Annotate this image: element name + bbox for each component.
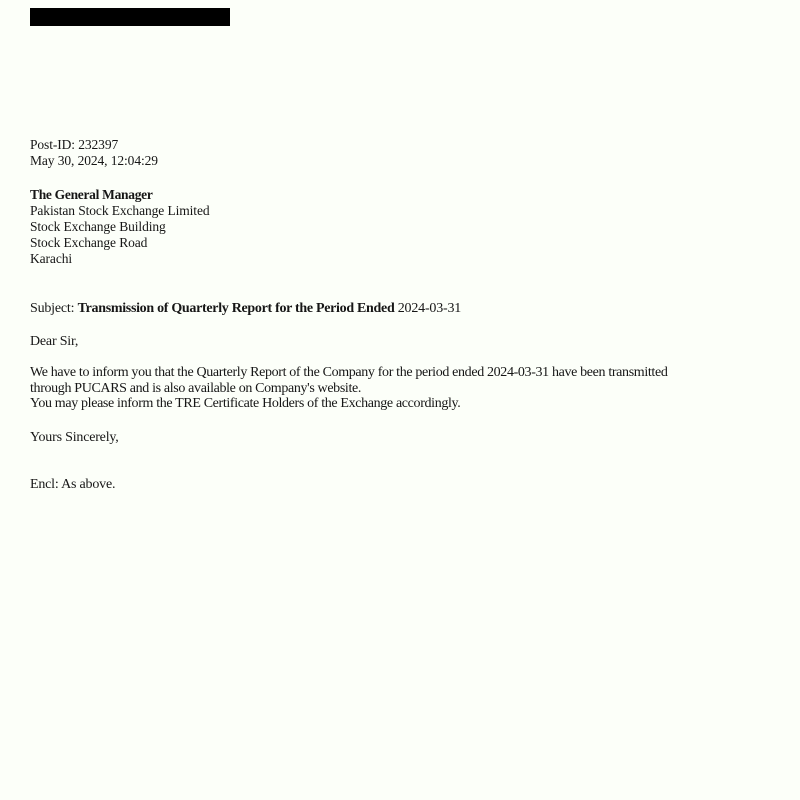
closing: Yours Sincerely, <box>30 430 119 445</box>
post-meta <box>30 137 158 169</box>
recipient-line: Karachi <box>30 251 73 266</box>
recipient-line: Stock Exchange Building <box>30 219 166 234</box>
subject-title: Transmission of Quarterly Report for the Period Ended <box>77 301 395 316</box>
body-line: You may please inform the TRE Certificate Holders of the Exchange accordingly. <box>30 396 461 412</box>
recipient-address-block <box>30 187 210 267</box>
redacted-logo-bar <box>30 8 230 26</box>
enclosure-note: Encl: As above. <box>30 477 116 492</box>
body-line: We have to inform you that the Quarterly Report of the Company for the period ended 2024-03-31 have been transmitted <box>30 365 668 380</box>
recipient-line: Stock Exchange Road <box>30 235 148 250</box>
body-paragraph <box>30 365 667 412</box>
subject-line <box>30 300 461 317</box>
body-line: through PUCARS and is also available on Company's website. <box>30 380 362 396</box>
post-id: Post-ID: 232397 <box>30 137 119 152</box>
recipient-line: Pakistan Stock Exchange Limited <box>30 203 210 218</box>
recipient-name: The General Manager <box>30 187 153 202</box>
post-datetime: May 30, 2024, 12:04:29 <box>30 153 158 168</box>
subject-date: 2024-03-31 <box>394 301 462 316</box>
salutation: Dear Sir, <box>30 334 79 349</box>
subject-label: Subject: <box>30 301 78 316</box>
